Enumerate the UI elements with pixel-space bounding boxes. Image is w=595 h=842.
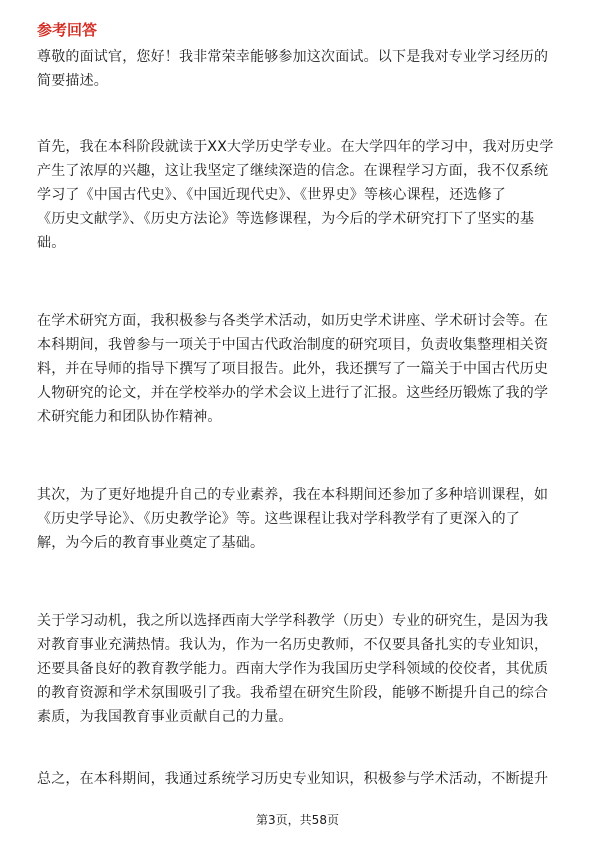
text-line: 解，为今后的教育事业奠定了基础。 <box>37 535 265 551</box>
paragraph-intro <box>37 45 567 93</box>
text-line: 其次，为了更好地提升自己的专业素养，我在本科期间还参加了多种培训课程，如 <box>37 487 549 503</box>
text-line: 础。 <box>37 235 66 251</box>
text-line: 的教育资源和学术氛围吸引了我。我希望在研究生阶段，能够不断提升自己的综合 <box>37 685 549 701</box>
text-line: 《历史文献学》、《历史方法论》等选修课程，为今后的学术研究打下了坚实的基 <box>37 211 535 227</box>
text-line: 首先，我在本科阶段就读于XX大学历史学专业。在大学四年的学习中，我对历史学 <box>37 139 554 155</box>
paragraph-research <box>37 309 567 429</box>
text-line: 对教育事业充满热情。我认为，作为一名历史教师，不仅要具备扎实的专业知识， <box>37 637 549 653</box>
text-line: 产生了浓厚的兴趣，这让我坚定了继续深造的信念。在课程学习方面，我不仅系统 <box>37 163 549 179</box>
text-line: 还要具备良好的教育教学能力。西南大学作为我国历史学科领域的佼佼者，其优质 <box>37 661 549 677</box>
text-line: 术研究能力和团队协作精神。 <box>37 409 222 425</box>
text-line: 素质，为我国教育事业贡献自己的力量。 <box>37 709 293 725</box>
section-heading: 参考回答 <box>37 21 98 39</box>
text-line: 料，并在导师的指导下撰写了项目报告。此外，我还撰写了一篇关于中国古代历史 <box>37 361 549 377</box>
paragraph-training <box>37 483 567 555</box>
text-line: 总之，在本科期间，我通过系统学习历史专业知识，积极参与学术活动，不断提升 <box>37 771 549 787</box>
text-line: 本科期间，我曾参与一项关于中国古代政治制度的研究项目，负责收集整理相关资 <box>37 337 549 353</box>
text-line: 简要描述。 <box>37 73 108 89</box>
text-line: 尊敬的面试官，您好！我非常荣幸能够参加这次面试。以下是我对专业学习经历的 <box>37 49 549 65</box>
paragraph-courses <box>37 135 567 255</box>
paragraph-summary <box>37 767 567 791</box>
text-line: 《历史学导论》、《历史教学论》等。这些课程让我对学科教学有了更深入的了 <box>37 511 520 527</box>
text-line: 在学术研究方面，我积极参与各类学术活动，如历史学术讲座、学术研讨会等。在 <box>37 313 549 329</box>
text-line: 学习了《中国古代史》、《中国近现代史》、《世界史》等核心课程，还选修了 <box>37 187 506 203</box>
text-line: 关于学习动机，我之所以选择西南大学学科教学（历史）专业的研究生，是因为我 <box>37 613 549 629</box>
paragraph-motivation <box>37 609 567 729</box>
page-number: 第3页，共58页 <box>256 813 339 827</box>
text-line: 人物研究的论文，并在学校举办的学术会议上进行了汇报。这些经历锻炼了我的学 <box>37 385 549 401</box>
